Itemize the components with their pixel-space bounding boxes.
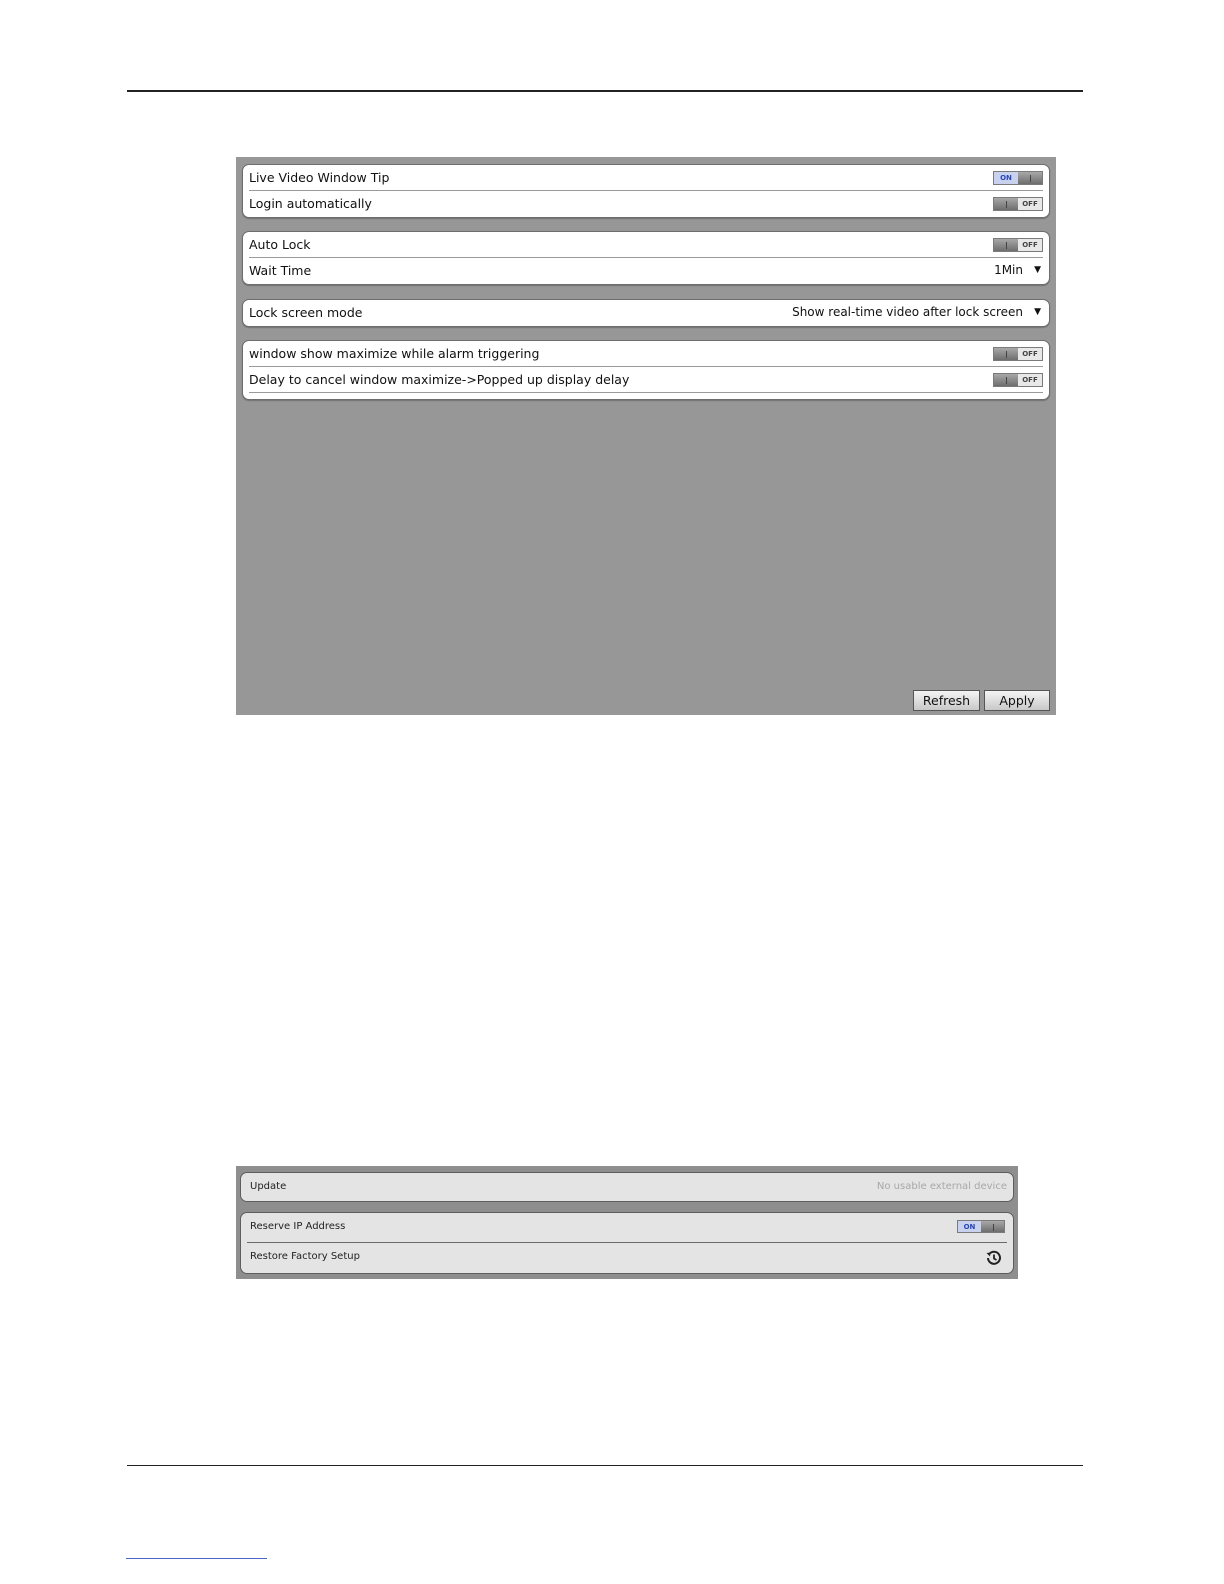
setting-label: Restore Factory Setup [250,1251,360,1262]
update-status-text: No usable external device [876,1181,1007,1192]
toggle-state-label: OFF [1018,198,1042,210]
display-settings-panel [236,157,1056,715]
setting-row-restore-factory [247,1243,1007,1273]
wait-time-select-value[interactable]: 1Min [994,263,1023,277]
toggle-state-label: OFF [1018,348,1042,360]
toggle-state-label: ON [994,172,1018,184]
reserve-ip-toggle[interactable] [957,1220,1005,1233]
setting-row-reserve-ip [247,1213,1007,1243]
settings-group-update [240,1172,1014,1202]
setting-row-auto-lock [249,232,1043,258]
setting-row-window-maximize-alarm [249,341,1043,367]
settings-group-alarm-window [242,340,1050,400]
toggle-knob [994,198,1018,210]
delay-cancel-maximize-toggle[interactable] [993,373,1043,387]
toggle-knob [981,1221,1004,1232]
settings-group-video [242,164,1050,218]
header-rule [127,90,1083,92]
setting-row-wait-time[interactable] [249,258,1043,284]
chevron-down-icon[interactable]: ▼ [1034,265,1041,275]
chevron-down-icon[interactable]: ▼ [1034,307,1041,317]
setting-label: Delay to cancel window maximize->Popped up display delay [249,372,630,387]
toggle-knob [1018,172,1042,184]
auto-lock-toggle[interactable] [993,238,1043,252]
setting-row-delay-cancel-maximize [249,367,1043,393]
setting-row-update[interactable] [247,1173,1007,1201]
setting-label: Lock screen mode [249,305,363,320]
toggle-state-label: OFF [1018,239,1042,251]
refresh-button[interactable]: Refresh [913,690,980,711]
live-video-window-tip-toggle[interactable] [993,171,1043,185]
setting-row-live-video-window-tip [249,165,1043,191]
restore-icon[interactable] [985,1249,1003,1267]
toggle-knob [994,374,1018,386]
window-maximize-alarm-toggle[interactable] [993,347,1043,361]
setting-label: Auto Lock [249,237,311,252]
setting-label: Update [250,1181,287,1192]
apply-button[interactable]: Apply [984,690,1050,711]
setting-label: Live Video Window Tip [249,170,390,185]
setting-label: window show maximize while alarm triggering [249,346,540,361]
settings-group-lock [242,231,1050,285]
settings-group-lock-screen [242,299,1050,327]
toggle-state-label: OFF [1018,374,1042,386]
system-settings-panel [236,1166,1018,1279]
setting-label: Reserve IP Address [250,1221,346,1232]
setting-row-login-automatically [249,191,1043,217]
login-automatically-toggle[interactable] [993,197,1043,211]
settings-group-network-reset [240,1212,1014,1274]
footer-link-underline[interactable] [126,1558,267,1559]
footer-rule [127,1465,1083,1466]
setting-label: Wait Time [249,263,312,278]
setting-label: Login automatically [249,196,372,211]
lock-screen-mode-select-value[interactable]: Show real-time video after lock screen [792,305,1023,319]
setting-row-lock-screen-mode[interactable] [249,300,1043,326]
toggle-knob [994,348,1018,360]
toggle-knob [994,239,1018,251]
toggle-state-label: ON [958,1221,981,1232]
